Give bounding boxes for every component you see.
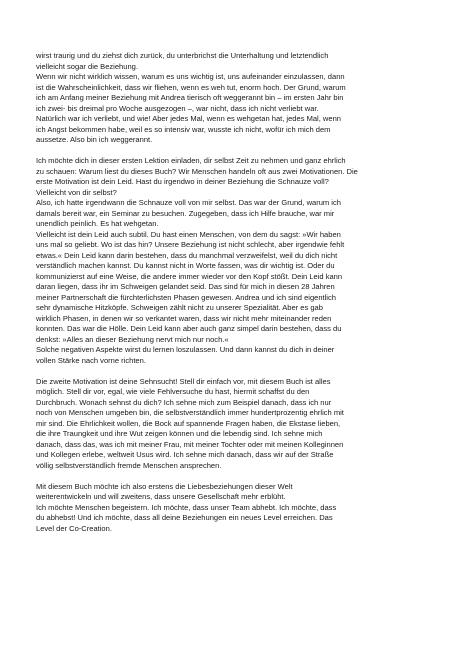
text-line: Durchbruch. Wonach sehnst du dich? Ich sehne mich zum Beispiel danach, dass ich nur xyxy=(36,397,332,407)
text-line: Natürlich war ich verliebt, und wie! Aber jedes Mal, wenn es wehgetan hat, jedes Mal, wenn xyxy=(36,114,341,123)
paragraph xyxy=(36,377,434,472)
document-page xyxy=(36,51,434,545)
text-line: verständlich machen kannst. Du kannst nicht in Worte fassen, was dir wichtig ist. Oder du xyxy=(36,261,335,270)
text-line: uns mal so geliebt. Wo ist das hin? Unsere Beziehung ist nicht schlecht, aber irgendwie fehlt xyxy=(36,240,345,249)
text-line: vielleicht sogar die Beziehung. xyxy=(36,61,138,71)
text-line: damals bereit war, ein Seminar zu besuchen. Zugegeben, dass ich Hilfe brauche, war mir xyxy=(36,208,335,218)
text-line: ich am Anfang meiner Beziehung mit Andrea tierisch oft weggerannt bin – im ersten Jahr bin xyxy=(36,93,344,102)
text-line: etwas.« Dein Leid kann darin bestehen, dass du manchmal verzweifelst, weil du dich nicht xyxy=(36,250,338,260)
text-line: erste Motivation ist dein Leid. Hast du irgendwo in deiner Beziehung die Schnauze voll? xyxy=(36,177,329,186)
text-line: die ihre Traungkeit und ihre Wut zeigen können und die lebendig sind. Ich sehne mich xyxy=(36,429,323,438)
paragraph xyxy=(36,156,434,366)
text-line: unendlich peinlich. Es hat wehgetan. xyxy=(36,219,159,228)
text-line: denkst: »Alles an dieser Beziehung nervt mich nur noch.« xyxy=(36,334,229,344)
paragraph xyxy=(36,51,434,146)
text-line: wirst traurig und du ziehst dich zurück, du unterbrichst die Unterhaltung und letztendlich xyxy=(36,51,329,60)
text-line: weiterentwickeln und will zweitens, dass unsere Gesellschaft mehr erblüht. xyxy=(36,492,286,501)
text-line: Wenn wir nicht wirklich wissen, warum es uns wichtig ist, uns aufeinander einzulassen, dann xyxy=(36,72,345,81)
text-line: völlig selbstverständlich fremde Menschen ansprechen. xyxy=(36,460,222,470)
text-line: kommunizierst auf eine Weise, die andere immer wieder vor den Kopf stößt. Dein Leid kann xyxy=(36,271,343,281)
text-line: sehr dynamische Hitzköpfe. Schweigen zählt nicht zu unserer Spezialität. Aber es gab xyxy=(36,303,323,312)
text-line: Also, ich hatte irgendwann die Schnauze voll von mir selbst. Das war der Grund, warum ich xyxy=(36,198,341,207)
text-line: danach, dass das, was ich mit meiner Frau, mit meiner Tochter oder mit meinen Kolleginnen xyxy=(36,439,344,449)
text-line: zu schauen: Warum liest du dieses Buch? Wir Menschen handeln oft aus zwei Motivationen. Die xyxy=(36,166,358,176)
text-line: ist die Wahrscheinlichkeit, dass wir fliehen, wenn es weh tut, enorm hoch. Der Grund, warum xyxy=(36,82,346,92)
text-line: noch von Menschen umgeben bin, die selbstverständlich immer hundertprozentig ehrlich mit xyxy=(36,408,344,417)
text-line: Level der Co-Creation. xyxy=(36,523,112,533)
text-line: Ich möchte dich in dieser ersten Lektion einladen, dir selbst Zeit zu nehmen und ganz ehrlich xyxy=(36,156,346,165)
text-line: ich zwei- bis dreimal pro Woche ausgezogen –, war nicht, dass ich nicht verliebt war. xyxy=(36,103,319,113)
text-line: meiner Partnerschaft die fürchterlichsten Phasen gewesen. Andrea und ich sind eigentlich xyxy=(36,292,336,302)
text-line: wirklich Phasen, in denen wir so verkantet waren, dass wir nicht mehr miteinander reden xyxy=(36,313,332,323)
paragraph xyxy=(36,482,434,535)
text-line: Vielleicht ist dein Leid auch subtil. Du hast einen Menschen, von dem du sagst: »Wir haben xyxy=(36,229,341,239)
text-line: Mit diesem Buch möchte ich also erstens die Liebesbeziehungen dieser Welt xyxy=(36,481,293,491)
text-line: mir sind. Die Ehrlichkeit wollen, die Bock auf spannende Fragen haben, die Ekstase lieben, xyxy=(36,418,341,428)
text-line: konnten. Das war die Hölle. Dein Leid kann aber auch ganz simpel darin bestehen, dass du xyxy=(36,324,342,333)
text-line: ich Angst bekommen habe, weil es so intensiv war, wusste ich nicht, wofür ich mich dem xyxy=(36,124,331,134)
text-line: aussetze. Also bin ich weggerannt. xyxy=(36,135,153,144)
text-line: Ich möchte Menschen begeistern. Ich möchte, dass unser Team abhebt. Ich möchte, dass xyxy=(36,502,337,512)
text-line: Die zweite Motivation ist deine Sehnsucht! Stell dir einfach vor, mit diesem Buch ist alles xyxy=(36,376,331,386)
text-line: möglich. Stell dir vor, egal, wie viele Fehlversuche du hast, hiermit schaffst du den xyxy=(36,387,310,396)
text-line: daran liegen, dass ihr im Schweigen gelandet seid. Das sind für mich in diesen 28 Jahren xyxy=(36,282,335,291)
text-line: vollen Stärke nach vorne richten. xyxy=(36,355,146,365)
text-line: und Kollegen erlebe, weltweit Usus wird. Ich sehne mich danach, dass wir auf der Straße xyxy=(36,450,334,459)
text-line: Solche negativen Aspekte wirst du lernen loszulassen. Und dann kannst du dich in deiner xyxy=(36,345,335,354)
text-line: du abhebst! Und ich möchte, dass all deine Beziehungen ein neues Level erreichen. Das xyxy=(36,513,333,522)
text-line: Vielleicht von dir selbst? xyxy=(36,187,117,197)
